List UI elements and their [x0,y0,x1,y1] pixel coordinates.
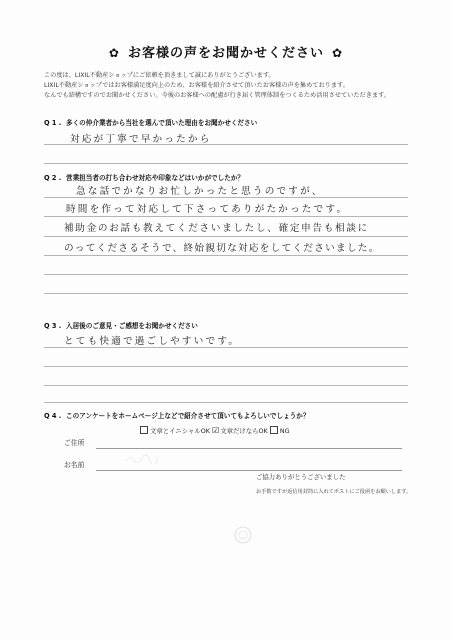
answer-line [44,163,408,164]
thanks-text: ご協力ありがとうございました [256,473,346,481]
answer-line [44,216,408,217]
answer-line [44,197,408,198]
title-text: お客様の声をお聞かせください [127,46,324,61]
option-label: 文章とイニシャルOK [150,427,210,435]
answer-line [44,255,408,256]
flower-icon: ✿ [108,46,120,60]
answer-line [44,144,408,145]
answer-2-line-3: 補助金のお話も教えてくださいましたし、確定申告も相談に [64,223,369,234]
question-text: 営業担当者の打ち合わせ対応や印象などはいかがでしたか？ [66,174,245,182]
answer-2-line-2: 時間を作って対応して下さってありがたかったです。 [66,204,349,215]
intro-text [44,71,434,101]
answer-line [44,236,408,237]
question-4 [44,410,309,420]
answer-line [44,402,408,403]
name-label: お名前 [64,461,85,469]
flower-icon: ✿ [332,46,344,60]
answer-2-line-1: 急な話でかなりお忙しかったと思うのですが、 [76,186,324,197]
return-note: お手数ですが返信用封筒に入れてポストにご投函をお願いします。 [256,489,412,495]
address-label: ご住所 [64,439,85,447]
option-label: 文章だけならOK [220,427,268,435]
answer-line [44,366,408,367]
answer-2-line-4: のってくださるそうで、終始親切な対応をしてくださいました。 [64,243,380,254]
intro-line: なんでも結構ですのでお聞かせください。今後のお客様への配慮が行き届く管理体制をつくるため活用させていただきます。 [44,92,391,99]
name-line [96,470,402,471]
erased-mark [124,452,160,464]
answer-line [44,347,408,348]
faint-stamp [232,524,254,546]
question-3 [44,320,198,330]
question-number: Q 3 . [44,322,62,330]
answer-line [44,274,408,275]
option-ng[interactable] [270,427,290,435]
checkbox[interactable] [270,426,278,434]
answer-1-handwriting: 対応が丁寧で早かったから [70,134,212,145]
question-number: Q 2 . [44,174,62,182]
address-line [96,448,402,449]
option-label: NG [279,427,290,435]
question-text: 多くの仲介業者から当社を選んで頂いた理由をお聞かせください [66,119,258,127]
intro-line: LIXIL不動産ショップではお客様満足度向上のため、お客様を紹介させて頂いたお客様の声を集めております。 [44,82,349,89]
answer-3-handwriting: とても快適で過ごしやすいです。 [64,336,241,347]
checkmark-icon[interactable]: ☑ [212,426,220,435]
question-text: 入居後のご意見・ご感想をお聞かせください [66,322,198,330]
option-text-only-ok[interactable] [212,427,268,435]
question-number: Q 4 . [44,412,62,420]
intro-line: この度は、LIXIL不動産ショップにご依頼を頂きまして誠にありがとうございます。 [44,72,275,79]
answer-line [44,293,408,294]
option-initial-ok[interactable] [140,427,210,435]
page-title [0,42,452,61]
question-number: Q 1 . [44,119,62,127]
consent-options [140,426,290,435]
checkbox[interactable] [140,426,148,434]
answer-line [44,385,408,386]
question-1 [44,117,257,127]
question-2 [44,172,244,182]
question-text: このアンケートをホームページ上などで紹介させて頂いてもよろしいでしょうか？ [66,412,310,420]
